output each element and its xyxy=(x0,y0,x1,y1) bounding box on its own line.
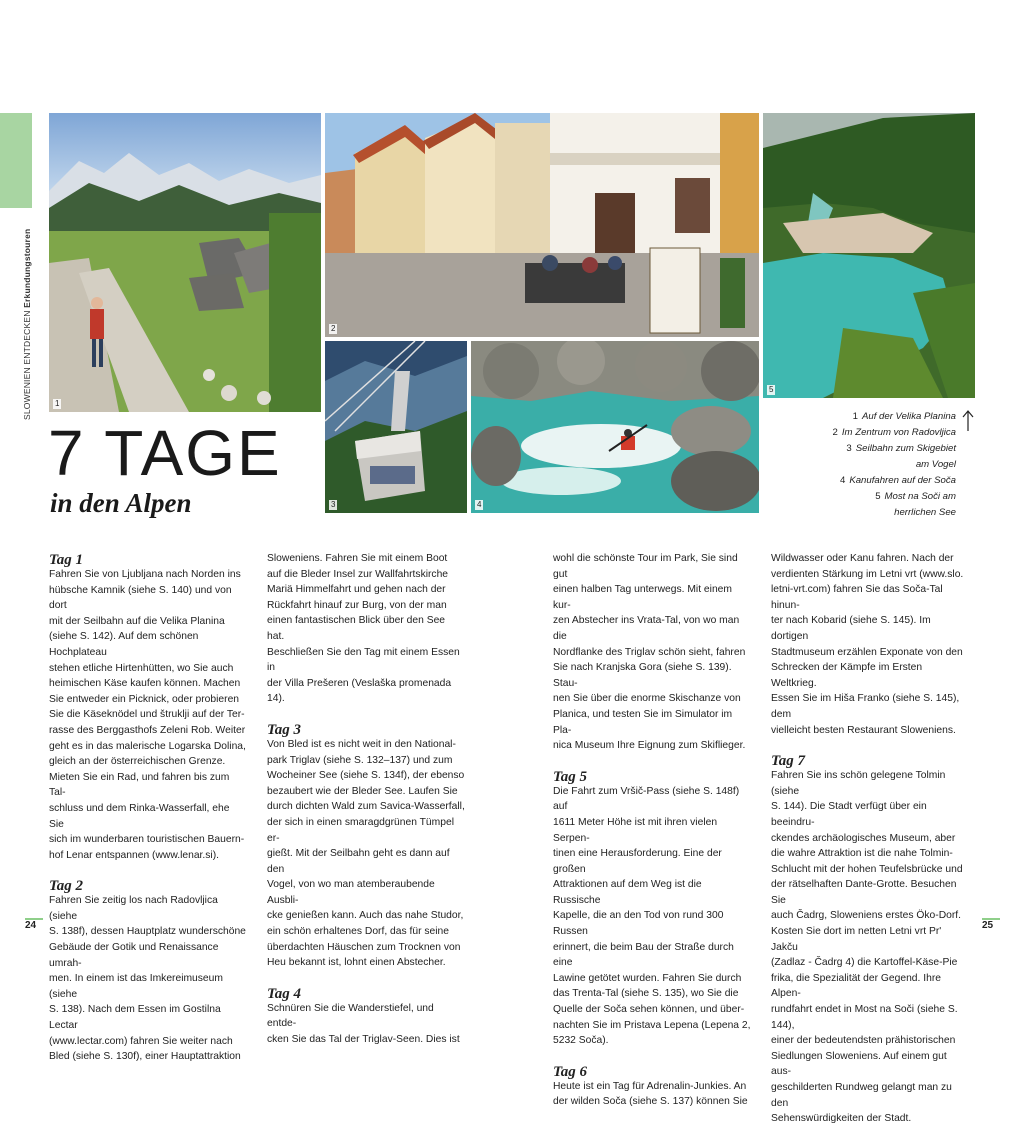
text-line: Kosten Sie dort im netten Letni vrt Pr' Jakču xyxy=(771,926,942,953)
text-line: Planica, und testen Sie im Simulator im Pla- xyxy=(553,708,733,736)
text-line: S. 138f), dessen Hauptplatz wunderschöne xyxy=(49,926,246,938)
day-text xyxy=(553,551,751,754)
caption-number: 2 xyxy=(832,427,838,438)
text-column-2 xyxy=(267,551,465,1048)
photo-most-na-soci xyxy=(763,113,975,398)
text-line: gießt. Mit der Seilbahn geht es dann auf den xyxy=(267,848,450,875)
text-line: Stadtmuseum erzählen Exponate von den xyxy=(771,646,963,658)
caption-line xyxy=(790,505,956,521)
text-line: Schnüren Sie die Wanderstiefel, und entde- xyxy=(267,1002,434,1030)
text-line: hof Lenar entspannen (www.lenar.si). xyxy=(49,849,219,861)
text-line: Nordflanke des Triglav schön sieht, fahren xyxy=(553,646,746,658)
text-line: Fahren Sie von Ljubljana nach Norden ins xyxy=(49,569,241,580)
page-number-right-block xyxy=(982,918,1000,931)
day-text xyxy=(771,768,969,1127)
text-line: S. 144). Die Stadt verfügt über ein beeindru- xyxy=(771,801,927,828)
caption-text: Im Zentrum von Radovljica xyxy=(841,427,956,438)
text-line: Mieten Sie ein Rad, und fahren bis zum Tal- xyxy=(49,771,230,799)
text-line: der rätselhaften Dante-Grotte. Besuchen Sie xyxy=(771,879,957,906)
text-line: auf die Bleder Insel zur Wallfahrtskirche xyxy=(267,568,449,580)
photo-number: 3 xyxy=(331,500,336,509)
caption-line xyxy=(790,441,956,457)
day-text xyxy=(553,784,751,1049)
caption-line xyxy=(790,409,956,425)
day-heading: Tag 7 xyxy=(771,753,806,770)
day-heading: Tag 6 xyxy=(553,1063,588,1080)
text-line: Die Fahrt zum Vršič-Pass (siehe S. 148f) auf xyxy=(553,785,740,813)
page-number-right: 25 xyxy=(982,920,994,931)
text-line: der sich in einen smaragdgrünen Tümpel er- xyxy=(267,816,454,844)
text-line: Rückfahrt hinauf zur Burg, von der man xyxy=(267,599,447,611)
text-line: Sloweniens. Fahren Sie mit einem Boot xyxy=(267,553,448,564)
photo-captions xyxy=(790,409,956,521)
day-heading: Tag 3 xyxy=(267,721,302,738)
text-column-1 xyxy=(49,551,247,1065)
text-line: (siehe S. 142). Auf dem schönen Hochplateau xyxy=(49,631,199,658)
text-line: Lawine getötet wurden. Fahren Sie durch xyxy=(553,972,742,984)
caption-text: Most na Soči am xyxy=(884,491,956,502)
day-text xyxy=(553,1079,751,1110)
text-column-3 xyxy=(553,551,751,1110)
page-subtitle: in den Alpen xyxy=(50,488,192,518)
text-line: hübsche Kamnik (siehe S. 140) und von dort xyxy=(49,584,232,612)
running-head-subsection: Erkundungstouren xyxy=(22,228,32,308)
text-line: einen halben Tag unterwegs. Mit einem kur- xyxy=(553,584,732,611)
text-line: einer der bedeutendsten prähistorischen xyxy=(771,1035,956,1047)
day-text xyxy=(267,551,465,707)
text-line: Beschließen Sie den Tag mit einem Essen in xyxy=(267,646,460,674)
text-column-4 xyxy=(771,551,969,1127)
text-line: Bled (siehe S. 130f), einer Hauptattraktion xyxy=(49,1051,241,1063)
photo-vogel-cable-car xyxy=(325,341,467,513)
text-line: das Trenta-Tal (siehe S. 135), wo Sie die xyxy=(553,988,739,1000)
text-line: der Villa Prešeren (Veslaška promenada 14). xyxy=(267,677,452,705)
text-line: Mariä Himmelfahrt und gehen nach der xyxy=(267,584,446,596)
text-line: zen Abstecher ins Vrata-Tal, von wo man die xyxy=(553,615,740,642)
text-line: Von Bled ist es nicht weit in den National- xyxy=(267,738,456,750)
page-number-left-block xyxy=(25,918,43,931)
text-line: einen fantastischen Blick über den See hat. xyxy=(267,615,446,642)
day-text xyxy=(267,737,465,971)
caption-text: am Vogel xyxy=(915,459,956,470)
caption-text: Auf der Velika Planina xyxy=(861,411,956,422)
text-line: rasse des Berggasthofs Zeleni Rob. Weiter xyxy=(49,724,246,736)
text-line: Gebäude der Gotik und Renaissance umrah- xyxy=(49,942,219,969)
text-line: sich im wunderbaren touristischen Bauern- xyxy=(49,834,245,846)
caption-line xyxy=(790,489,956,505)
text-line: Heu bekannt ist, lohnt einen Abstecher. xyxy=(267,957,446,969)
caption-line xyxy=(790,473,956,489)
day-text xyxy=(771,551,969,738)
text-line: letni-vrt.com) fahren Sie das Soča-Tal hinun- xyxy=(771,584,943,611)
text-line: auch Čadrg, Sloweniens erstes Öko-Dorf. xyxy=(771,910,962,922)
caption-number: 4 xyxy=(839,475,846,486)
day-text xyxy=(49,567,247,863)
caption-line xyxy=(790,425,956,441)
text-line: verdienten Stärkung im Letni vrt (www.slo. xyxy=(771,568,964,580)
section-color-tab xyxy=(0,113,32,208)
page-title: 7 TAGE xyxy=(48,417,282,489)
day-heading: Tag 2 xyxy=(49,878,84,895)
text-line: frika, die Spezialität der Gegend. Ihre Alpen- xyxy=(771,972,941,1000)
running-head-section: SLOWENIEN ENTDECKEN xyxy=(22,310,32,420)
text-line: nica Museum Ihre Eignung zum Skiflieger. xyxy=(553,740,746,752)
text-line: bezaubert wie der Bleder See. Laufen Sie xyxy=(267,785,458,797)
caption-number: 5 xyxy=(875,491,881,502)
day-heading: Tag 1 xyxy=(49,552,84,568)
caption-text: Kanufahren auf der Soča xyxy=(849,475,956,486)
text-line: vielleicht besten Restaurant Sloweniens. xyxy=(771,724,956,736)
text-line: durch dichten Wald zum Savica-Wasserfall, xyxy=(267,801,465,813)
text-line: Fahren Sie ins schön gelegene Tolmin (siehe xyxy=(771,770,946,797)
text-line: ein schön erhaltenes Dorf, das für seine xyxy=(267,926,450,938)
text-line: Fahren Sie zeitig los nach Radovljica (siehe xyxy=(49,895,218,922)
text-line: mit der Seilbahn auf die Velika Planina xyxy=(49,615,225,627)
text-line: nachten Sie im Pristava Lepena (Lepena 2, xyxy=(553,1019,751,1031)
text-line: schluss und dem Rinka-Wasserfall, ehe Sie xyxy=(49,802,230,830)
text-line: Vogel, von wo man atemberaubende Ausbli- xyxy=(267,879,435,906)
text-line: Schlucht mit der hohen Teufelsbrücke und xyxy=(771,863,963,875)
text-line: Wocheiner See (siehe S. 134f), der ebenso xyxy=(267,770,465,782)
text-line: Heute ist ein Tag für Adrenalin-Junkies. An xyxy=(553,1080,747,1092)
text-line: 5232 Soča). xyxy=(553,1035,609,1047)
text-line: Essen Sie im Hiša Franko (siehe S. 145), dem xyxy=(771,693,960,720)
day-text xyxy=(49,893,247,1065)
caption-text: herrlichen See xyxy=(894,507,956,518)
text-line: nen Sie über die enorme Skischanze von xyxy=(553,693,741,705)
text-line: der wilden Soča (siehe S. 137) können Sie xyxy=(553,1096,748,1108)
text-line: (Zadlaz - Čadrg 4) die Kartoffel-Käse-Pie xyxy=(771,957,958,969)
day-heading: Tag 5 xyxy=(553,768,588,785)
caption-text: Seilbahn zum Skigebiet xyxy=(855,443,956,454)
running-head xyxy=(22,229,32,420)
text-line: rundfahrt endet in Most na Soči (siehe S. 144), xyxy=(771,1004,958,1031)
text-line: cken Sie das Tal der Triglav-Seen. Dies ist xyxy=(267,1034,460,1046)
text-line: park Triglav (siehe S. 132–137) und zum xyxy=(267,754,453,766)
caption-number: 3 xyxy=(846,443,852,454)
text-line: Sie die Käseknödel und štruklji auf der Ter- xyxy=(49,709,245,721)
day-text xyxy=(267,1001,465,1048)
text-line: Sie nach Kranjska Gora (siehe S. 139). Stau- xyxy=(553,662,732,689)
text-line: (www.lectar.com) fahren Sie weiter nach xyxy=(49,1035,233,1047)
text-line: Siedlungen Sloweniens. Auf einem gut aus- xyxy=(771,1050,947,1078)
text-line: Sie entweder ein Picknick, oder probieren xyxy=(49,693,240,705)
text-line: men. In einem ist das Imkereimuseum (siehe xyxy=(49,973,223,1000)
text-line: ter nach Kobarid (siehe S. 145). Im dortigen xyxy=(771,615,931,642)
text-line: ckendes archäologisches Museum, aber xyxy=(771,832,956,844)
text-line: heimischen Käse kaufen können. Machen xyxy=(49,678,241,690)
photo-number: 1 xyxy=(55,399,60,408)
text-line: geschilderten Rundweg gelangt man zu den xyxy=(771,1082,952,1109)
photo-number: 5 xyxy=(769,385,774,394)
photo-number: 4 xyxy=(477,500,482,509)
text-line: 1611 Meter Höhe ist mit ihren vielen Serpen- xyxy=(553,816,718,844)
day-heading: Tag 4 xyxy=(267,985,302,1002)
text-line: Sehenswürdigkeiten der Stadt. xyxy=(771,1113,912,1125)
text-line: Kapelle, die an den Tod von rund 300 Russen xyxy=(553,910,724,938)
photo-velika-planina xyxy=(49,113,321,412)
caption-number: 1 xyxy=(852,411,858,422)
text-line: geht es in das malerische Logarska Dolina, xyxy=(49,740,246,752)
arrow-up-icon xyxy=(962,410,974,432)
text-line: Attraktionen auf dem Weg ist die Russische xyxy=(553,879,702,906)
text-line: stehen etliche Hirtenhütten, wo Sie auch xyxy=(49,662,234,674)
text-line: tinen eine Herausforderung. Eine der großen xyxy=(553,848,722,875)
photo-number: 2 xyxy=(331,324,336,333)
text-line: Wildwasser oder Kanu fahren. Nach der xyxy=(771,553,954,564)
text-line: erinnert, die beim Bau der Straße durch eine xyxy=(553,941,734,969)
photo-soca-kayaking xyxy=(471,341,759,513)
page-number-left: 24 xyxy=(25,920,37,931)
photo-radovljica xyxy=(325,113,759,337)
text-line: wohl die schönste Tour im Park, Sie sind gut xyxy=(553,553,738,580)
text-line: cke genießen kann. Auch das nahe Studor, xyxy=(267,910,464,922)
text-line: Schrecken der Kämpfe im Ersten Weltkrieg. xyxy=(771,662,923,689)
text-line: überdachten Häuschen zum Trocknen von xyxy=(267,941,461,953)
text-line: die wahre Attraktion ist die nahe Tolmin- xyxy=(771,848,953,860)
text-line: gleich an der österreichischen Grenze. xyxy=(49,756,226,768)
text-line: Quelle der Soča sehen können, und über- xyxy=(553,1004,745,1016)
caption-line xyxy=(790,457,956,473)
text-line: S. 138). Nach dem Essen im Gostilna Lectar xyxy=(49,1004,221,1032)
